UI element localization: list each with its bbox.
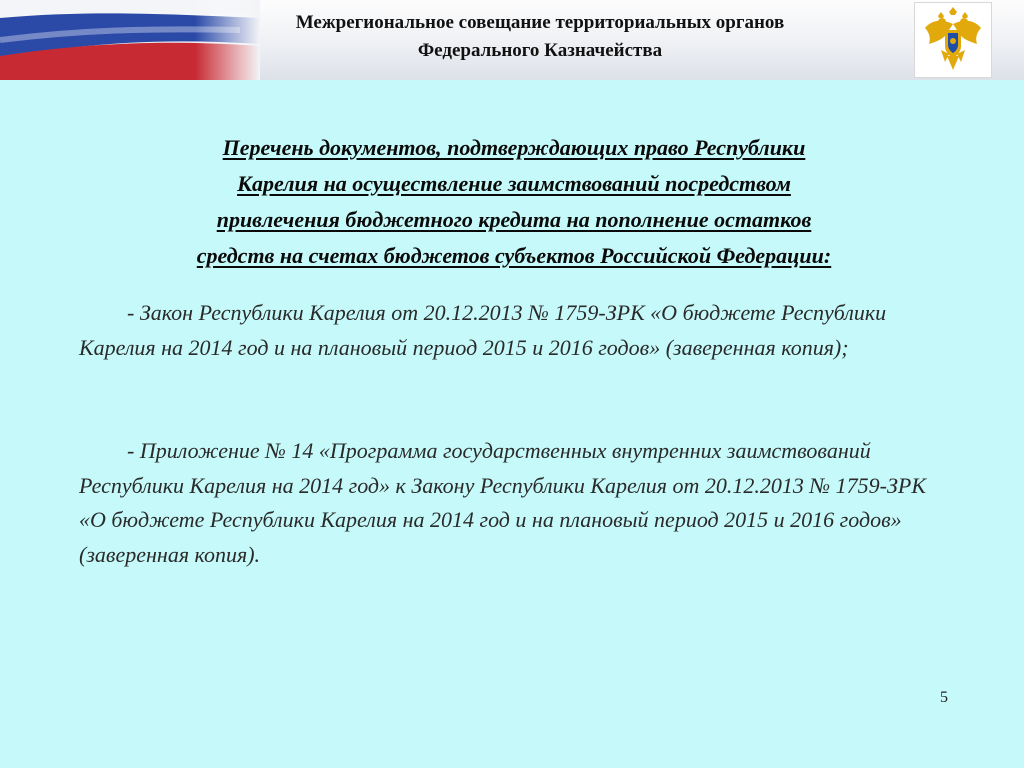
header-band [0,0,1024,80]
header-title [170,9,910,65]
heading-line-3: привлечения бюджетного кредита на пополнение остатков [216,207,812,232]
document-item-appendix: - Приложение № 14 «Программа государственных внутренних заимствований Республики Карелия на 2014 год» к Закону Республики Карелия от 20.12.2013 № 1759-ЗРК «О бюджете Республики Карелия на 2014 год и на плановый период 2015 и 2016 годов» (заверенная копия). [79,438,926,567]
treasury-emblem [914,2,992,78]
document-item-law: - Закон Республики Карелия от 20.12.2013 № 1759-ЗРК «О бюджете Республики Карелия на 2014 год и на плановый период 2015 и 2016 годов» (заверенная копия); [79,300,887,360]
heading-line-1: Перечень документов, подтверждающих право Республики [222,135,806,160]
heading-line-4: средств на счетах бюджетов субъектов Российской Федерации: [196,243,832,268]
header-title-line-2: Федерального Казначейства [417,40,663,61]
page-number: 5 [940,689,948,706]
header-title-line-1: Межрегиональное совещание территориальных органов [295,12,785,33]
double-headed-eagle-emblem-icon [923,6,983,74]
heading-line-2: Карелия на осуществление заимствований посредством [237,171,791,196]
document-heading [80,130,948,274]
